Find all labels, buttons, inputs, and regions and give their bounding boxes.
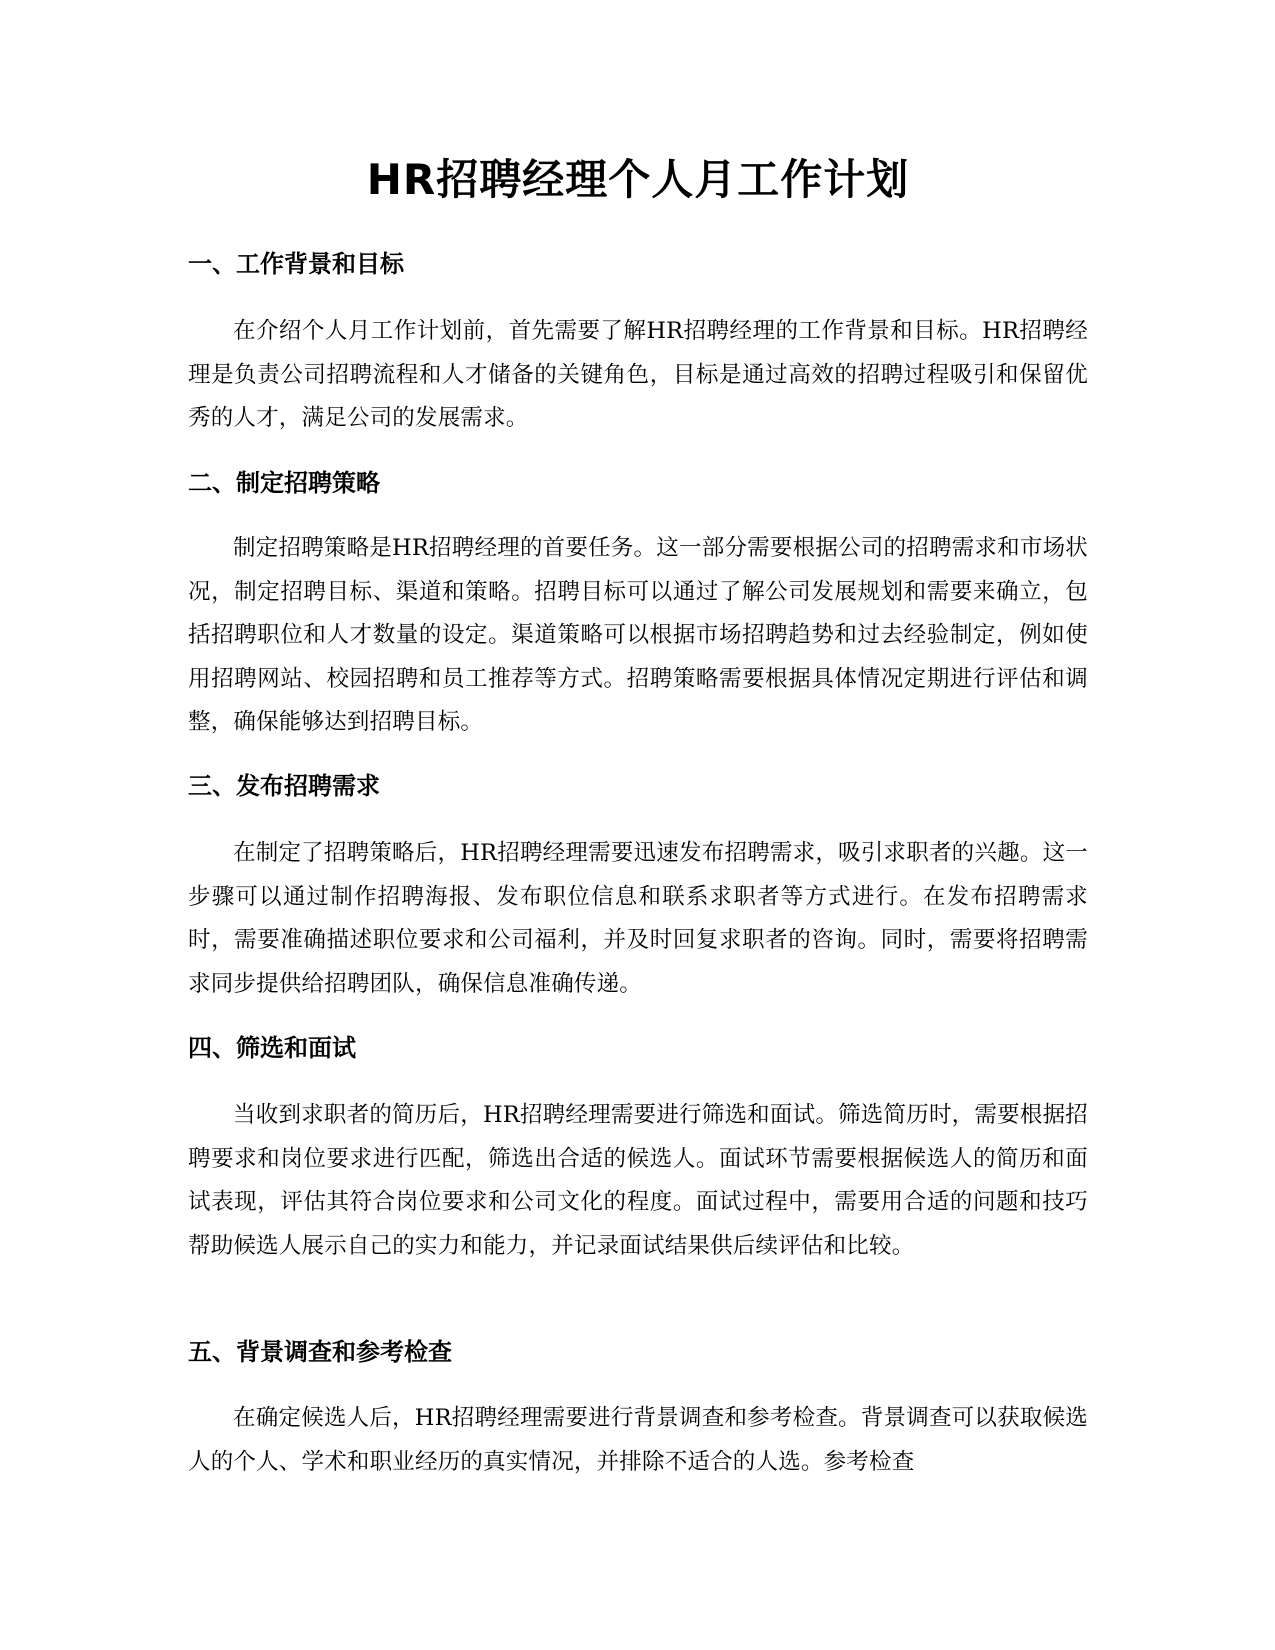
section-heading-screening: 四、筛选和面试 [188,1034,356,1062]
page-title: HR招聘经理个人月工作计划 [366,155,910,204]
section-heading-strategy: 二、制定招聘策略 [188,469,380,497]
section-body-screening: 当收到求职者的简历后，HR招聘经理需要进行筛选和面试。筛选简历时，需要根据招聘要求和岗位要求进行匹配，筛选出合适的候选人。面试环节需要根据候选人的简历和面试表现，评估其符合岗位要求和公司文化的程度。面试过程中，需要用合适的问题和技巧帮助候选人展示自己的实力和能力，并记录面试结果供后续评估和比较。 [188,1102,1088,1259]
section-heading-background: 一、工作背景和目标 [188,250,404,278]
section-body-strategy: 制定招聘策略是HR招聘经理的首要任务。这一部分需要根据公司的招聘需求和市场状况，制定招聘目标、渠道和策略。招聘目标可以通过了解公司发展规划和需要来确立，包括招聘职位和人才数量的设定。渠道策略可以根据市场招聘趋势和过去经验制定，例如使用招聘网站、校园招聘和员工推荐等方式。招聘策略需要根据具体情况定期进行评估和调整，确保能够达到招聘目标。 [188,535,1088,735]
section-body-publish: 在制定了招聘策略后，HR招聘经理需要迅速发布招聘需求，吸引求职者的兴趣。这一步骤可以通过制作招聘海报、发布职位信息和联系求职者等方式进行。在发布招聘需求时，需要准确描述职位要求和公司福利，并及时回复求职者的咨询。同时，需要将招聘需求同步提供给招聘团队，确保信息准确传递。 [188,840,1088,997]
section-body-background-check: 在确定候选人后，HR招聘经理需要进行背景调查和参考检查。背景调查可以获取候选人的个人、学术和职业经历的真实情况，并排除不适合的人选。参考检查 [188,1405,1088,1475]
section-body-background: 在介绍个人月工作计划前，首先需要了解HR招聘经理的工作背景和目标。HR招聘经理是负责公司招聘流程和人才储备的关键角色，目标是通过高效的招聘过程吸引和保留优秀的人才，满足公司的发展需求。 [188,318,1088,431]
section-heading-publish: 三、发布招聘需求 [188,772,380,800]
section-heading-background-check: 五、背景调查和参考检查 [188,1338,452,1366]
